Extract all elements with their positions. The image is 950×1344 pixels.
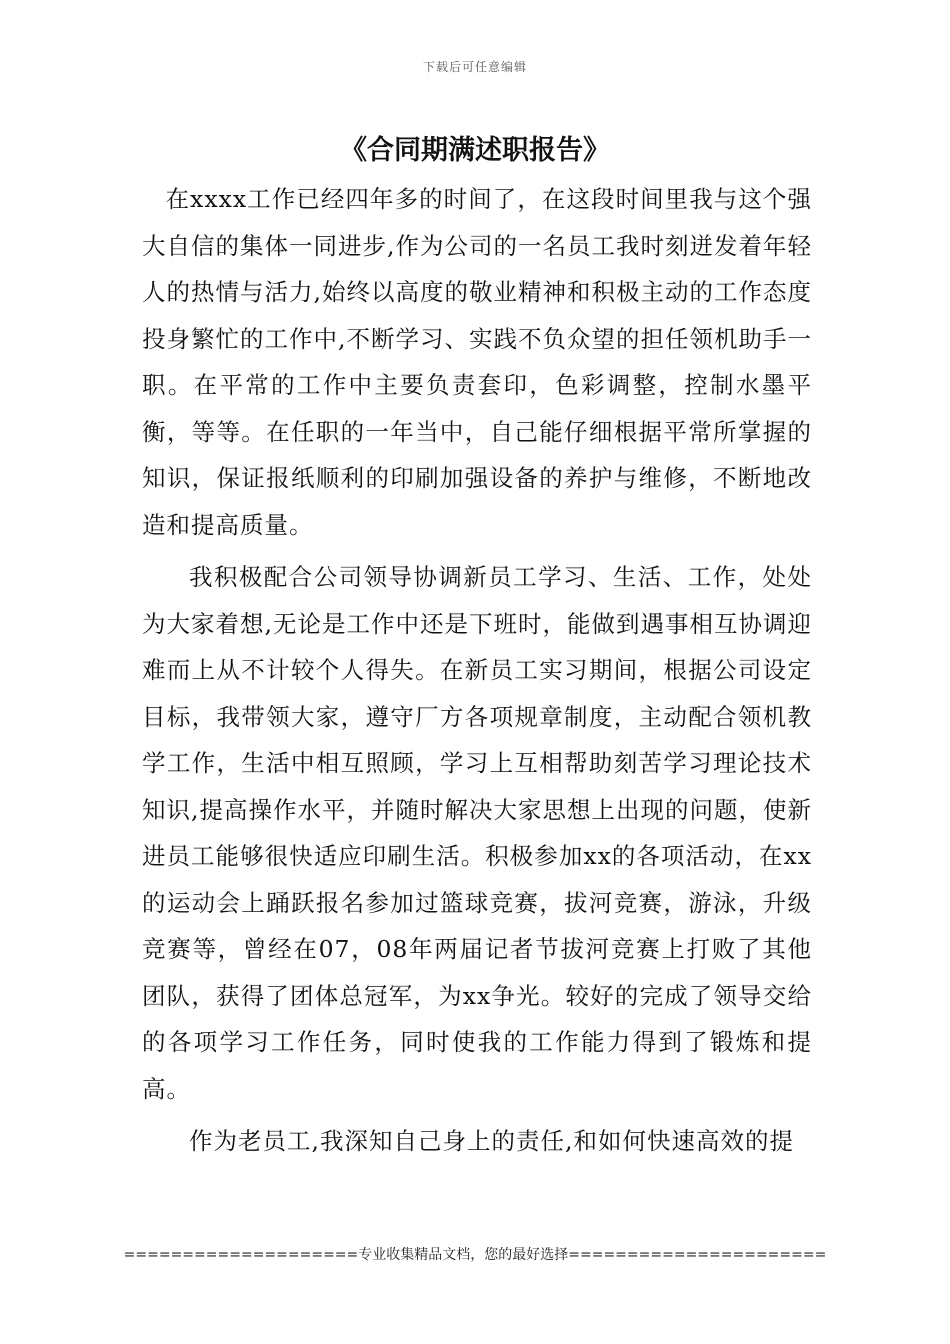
paragraph-3: 作为老员工,我深知自己身上的责任,和如何快速高效的提: [189, 1127, 794, 1155]
paragraph-1: 在xxxx工作已经四年多的时间了，在这段时间里我与这个强大自信的集体一同进步,作为公司的一名员工我时刻迸发着年轻人的热情与活力,始终以高度的敬业精神和积极主动的工作态度投身繁忙的工作中,不断学习、实践不负众望的担任领机助手一职。在平常的工作中主要负责套印，色彩调整，控制水墨平衡，等等。在任职的一年当中，自己能仔细根据平常所掌握的知识，保证报纸顺利的印刷加强设备的养护与维修，不断地改造和提高质量。: [142, 185, 812, 539]
header-note: 下载后可任意编辑: [422, 60, 527, 74]
footer-note: ====================专业收集精品文档，您的最好选择======================: [123, 1247, 827, 1263]
document-title: 《合同期满述职报告》: [340, 135, 610, 166]
document-body: [142, 176, 812, 1171]
paragraph-2: 我积极配合公司领导协调新员工学习、生活、工作，处处为大家着想,无论是工作中还是下班时，能做到遇事相互协调迎难而上从不计较个人得失。在新员工实习期间，根据公司设定目标，我带领大家，遵守厂方各项规章制度，主动配合领机教学工作，生活中相互照顾，学习上互相帮助刻苦学习理论技术知识,提高操作水平，并随时解决大家思想上出现的问题，使新进员工能够很快适应印刷生活。积极参加xx的各项活动，在xx的运动会上踊跃报名参加过篮球竞赛，拔河竞赛，游泳，升级竞赛等，曾经在07，08年两届记者节拔河竞赛上打败了其他团队，获得了团体总冠军，为xx争光。较好的完成了领导交给的各项学习工作任务，同时使我的工作能力得到了锻炼和提高。: [142, 563, 812, 1103]
